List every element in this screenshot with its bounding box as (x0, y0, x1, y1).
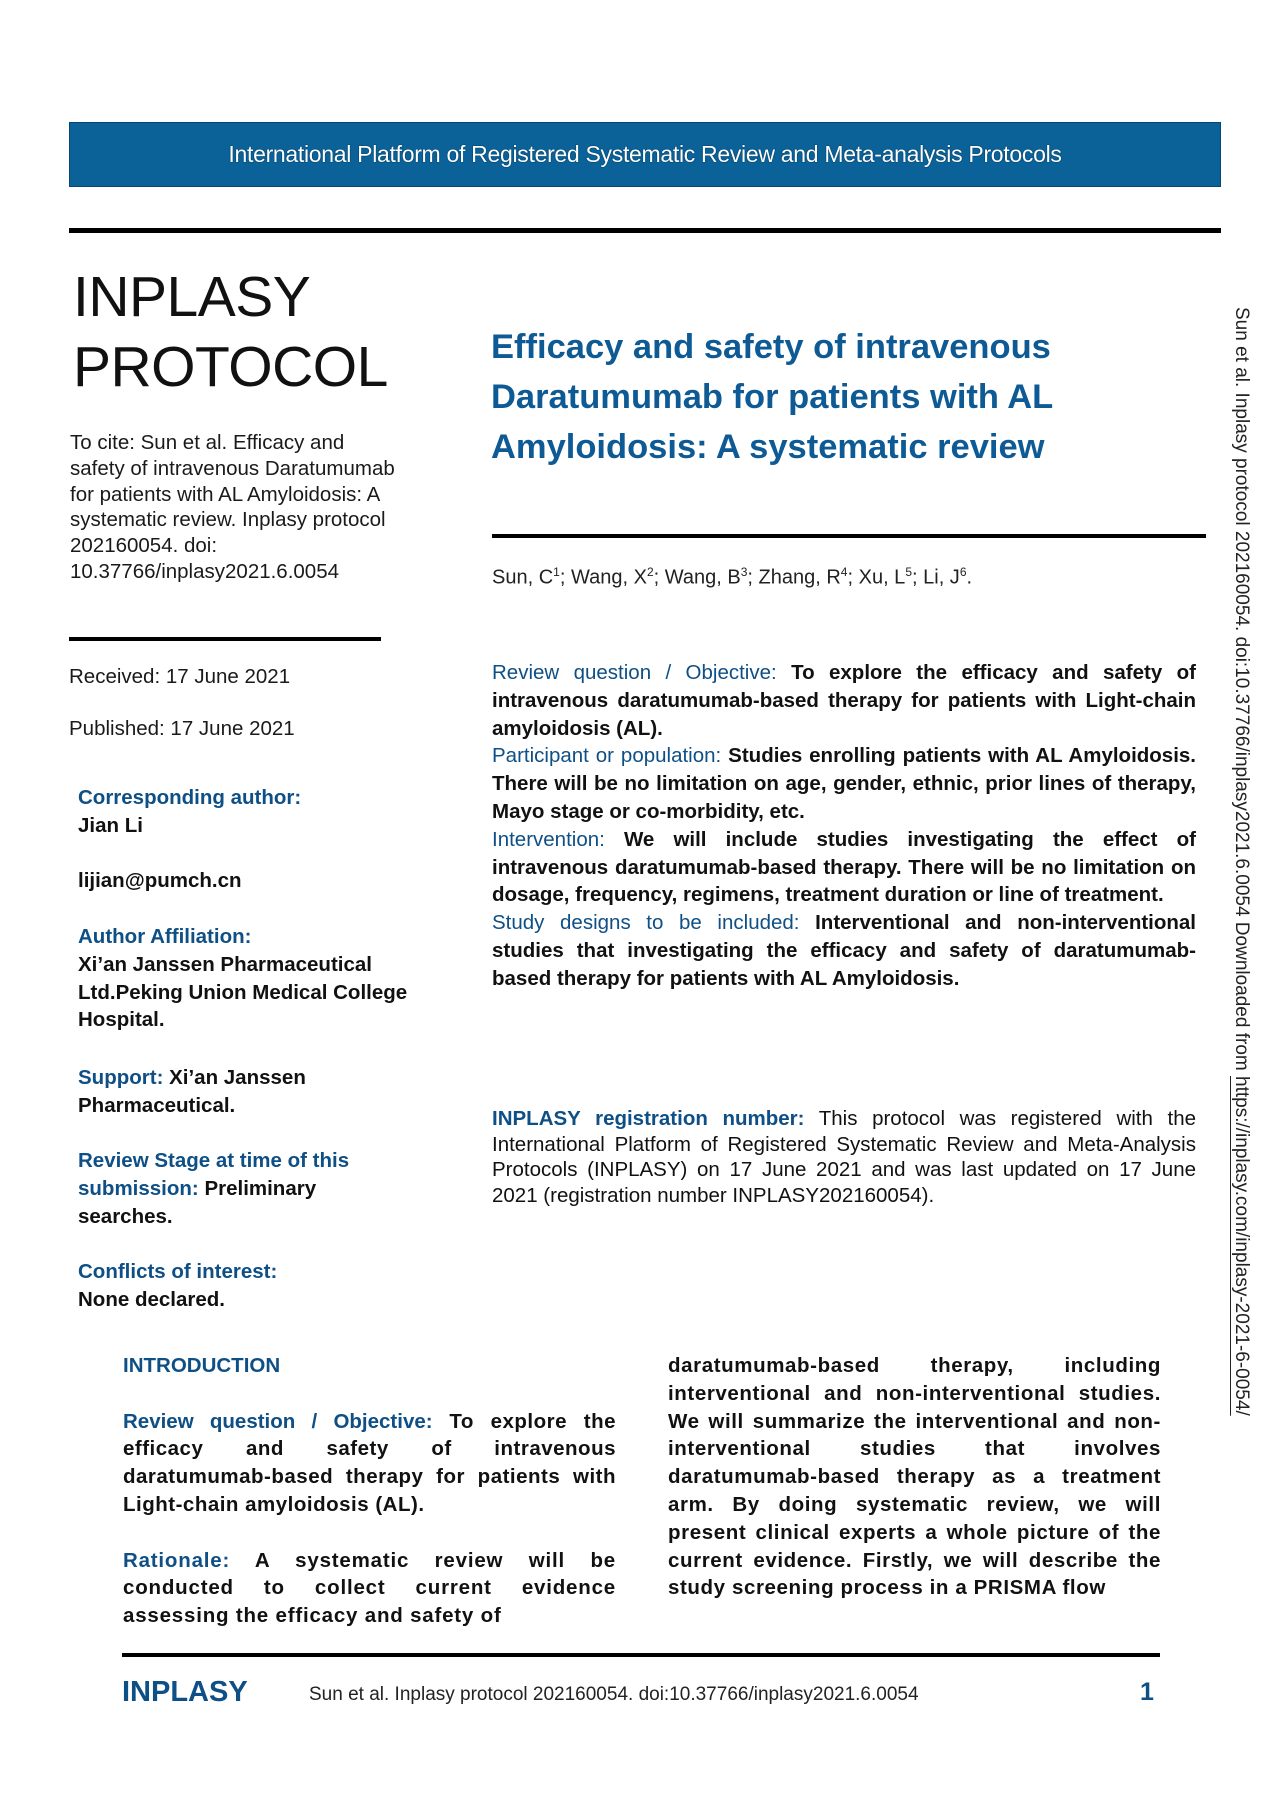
affiliation-section (78, 923, 428, 1034)
review-stage-section (78, 1147, 398, 1230)
abstract-label: Study designs to be included: (492, 911, 800, 935)
author-name: Sun, C (492, 566, 554, 589)
author-name: Wang, B (664, 566, 741, 589)
review-stage-text: Preliminary searches. (78, 1176, 317, 1228)
abstract-label: Intervention: (492, 827, 605, 851)
doc-type-heading (73, 262, 388, 402)
abstract-intervention (492, 826, 1196, 909)
abstract-label: Participant or population: (492, 744, 722, 768)
abstract-text: We will include studies investigating the effect of intravenous daratumumab-based therapy. There will be no limitation on dosage, frequency, regimens, treatment duration or line of treatment. (492, 827, 1196, 907)
abstract-text: Studies enrolling patients with AL Amyloidosis. There will be no limitation on age, gender, ethnic, prior lines of therapy, Mayo stage or co-morbidity, etc. (492, 744, 1196, 823)
author-name: Xu, L (858, 566, 906, 589)
corresponding-author-label: Corresponding author: (78, 786, 302, 809)
introduction-heading: INTRODUCTION (123, 1354, 281, 1377)
conflicts-section (78, 1258, 428, 1314)
registration-label: INPLASY registration number: (492, 1107, 805, 1130)
introduction-rationale (123, 1547, 616, 1630)
received-date: Received: 17 June 2021 (69, 665, 291, 688)
author-name: Zhang, R (758, 566, 841, 589)
platform-banner (69, 122, 1221, 187)
author-affil-sup: 3 (740, 565, 748, 579)
intro-rationale-text: A systematic review will be conducted to collect current evidence assessing the efficacy and safety of (123, 1548, 616, 1628)
abstract-text: To explore the efficacy and safety of intravenous daratumumab-based therapy for patients with Light-chain amyloidosis (AL). (492, 661, 1196, 740)
corresponding-author-email[interactable]: lijian@pumch.cn (78, 869, 242, 893)
abstract-study-designs (492, 909, 1196, 992)
abstract (492, 659, 1196, 993)
banner-text: International Platform of Registered Systematic Review and Meta-analysis Protocols (228, 141, 1062, 167)
author-name: Li, J (923, 566, 960, 589)
conflicts-text: None declared. (78, 1287, 225, 1311)
affiliation-text: Xi’an Janssen Pharmaceutical Ltd.Peking Union Medical College Hospital. (78, 952, 408, 1032)
corresponding-author-section (78, 784, 428, 895)
author-affil-sup: 1 (553, 565, 560, 579)
support-section (78, 1064, 378, 1120)
doc-type-line2: PROTOCOL (73, 335, 388, 399)
author-affil-sup: 5 (905, 565, 912, 579)
footer-citation: Sun et al. Inplasy protocol 202160054. doi:10.37766/inplasy2021.6.0054 (309, 1684, 919, 1705)
affiliation-label: Author Affiliation: (78, 925, 252, 948)
download-link[interactable]: https://inplasy.com/inplasy-2021-6-0054/ (1231, 1076, 1252, 1416)
registration-text: This protocol was registered with the International Platform of Registered Systematic Review and Meta-Analysis Protocols (INPLASY) on 17 June 2021 and was last updated on 17 June 2021 (registration number INPLASY202160054). (492, 1107, 1197, 1207)
introduction-right-column: daratumumab-based therapy, including interventional and non-interventional studies. We will summarize the interventional and non-interventional studies that involves daratumumab-based therapy as a treatment arm. By doing systematic review, we will present clinical experts a whole picture of the current evidence. Firstly, we will describe the study screening process in a PRISMA flow (668, 1354, 1161, 1600)
author-affil-sup: 6 (959, 565, 967, 579)
abstract-objective (492, 659, 1196, 742)
left-rule (69, 637, 381, 641)
title-rule (492, 534, 1206, 538)
top-rule (69, 228, 1221, 233)
page-number: 1 (1140, 1678, 1154, 1706)
footer-rule (122, 1653, 1160, 1657)
corresponding-author-name: Jian Li (78, 813, 143, 837)
article-title: Efficacy and safety of intravenous Daratumumab for patients with AL Amyloidosis: A systematic review (491, 328, 1053, 466)
review-stage-label: Review Stage at time of this submission: (78, 1149, 350, 1200)
side-download-note (1232, 307, 1252, 1577)
registration-block (492, 1106, 1196, 1208)
author-name: Wang, X (570, 566, 647, 589)
intro-objective-text: To explore the efficacy and safety of intravenous daratumumab-based therapy for patients with Light-chain amyloidosis (AL). (123, 1409, 616, 1516)
author-affil-sup: 2 (646, 565, 654, 579)
introduction-left-column (123, 1352, 616, 1658)
abstract-population (492, 742, 1196, 825)
footer-brand: INPLASY (122, 1676, 248, 1708)
introduction-objective (123, 1408, 616, 1519)
support-text: Xi’an Janssen Pharmaceutical. (78, 1066, 306, 1117)
support-label: Support: (78, 1066, 164, 1089)
doc-type-line1: INPLASY (73, 265, 311, 329)
conflicts-label: Conflicts of interest: (78, 1260, 278, 1283)
abstract-text: Interventional and non-interventional studies that investigating the efficacy and safety of daratumumab-based therapy for patients with AL Amyloidosis. (492, 911, 1197, 990)
side-note-text: Sun et al. Inplasy protocol 202160054. doi:10.37766/inplasy2021.6.0054 Downloaded from (1231, 307, 1252, 1076)
intro-rationale-label: Rationale: (123, 1548, 231, 1572)
citation-block: To cite: Sun et al. Efficacy and safety of intravenous Daratumumab for patients with AL Amyloidosis: A systematic review. Inplasy protocol 202160054. doi: 10.37766/inplasy2021.6.0054 (70, 431, 395, 583)
intro-objective-label: Review question / Objective: (123, 1409, 433, 1433)
published-date: Published: 17 June 2021 (69, 717, 295, 740)
abstract-label: Review question / Objective: (492, 661, 777, 684)
author-affil-sup: 4 (840, 565, 848, 579)
author-list: Sun, $C^1$; Wang, $X^2$; Wang, $B^3$; Zhang, $R^4$; Xu, $L^5$; Li, $J^6$. (492, 565, 973, 589)
